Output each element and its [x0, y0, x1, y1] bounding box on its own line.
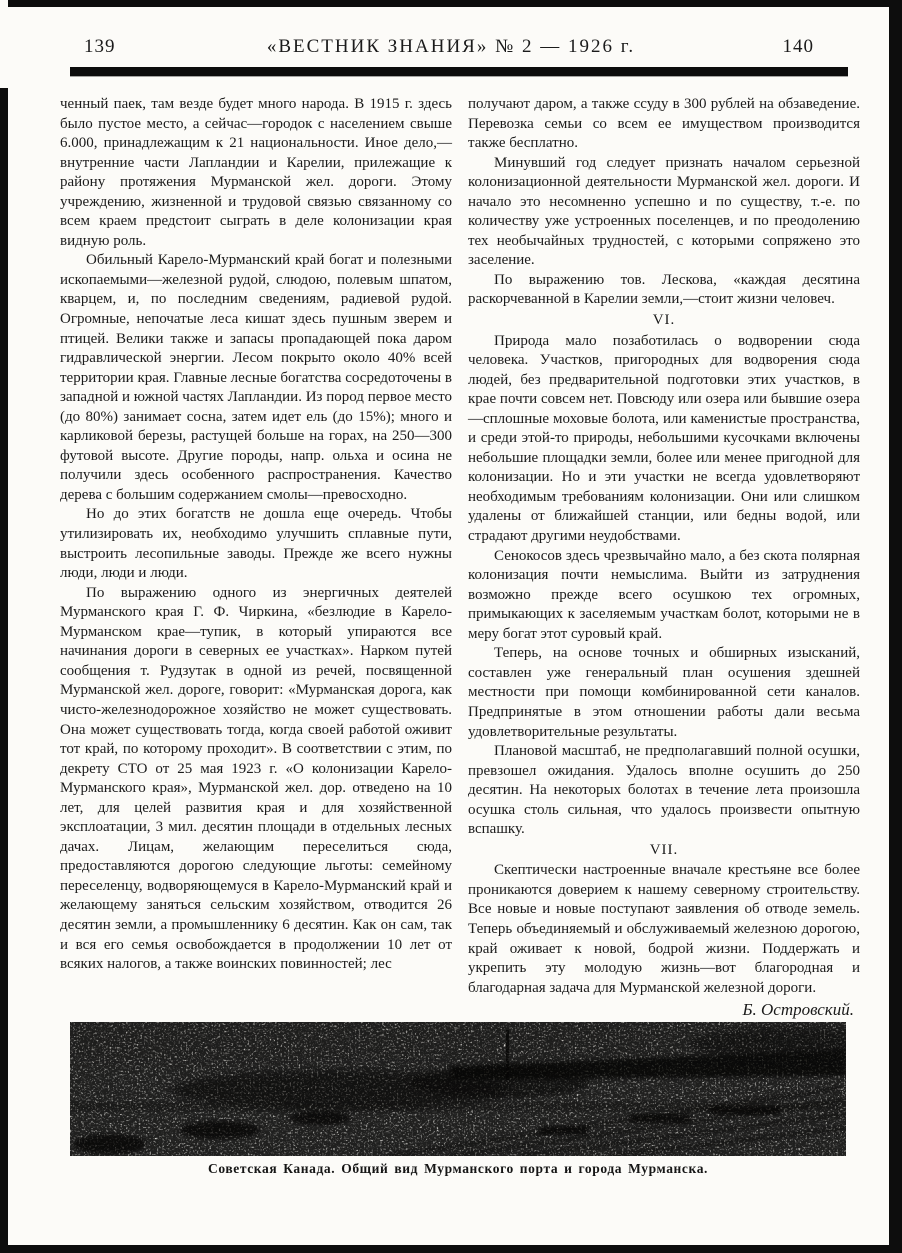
author-signature: Б. Островский.: [742, 1000, 854, 1020]
paragraph: Обильный Карело-Мурманский край богат и полезными ископаемыми—железной рудой, слюдою, полевым шпатом, кварцем, и, по последним сведениям, радиевой рудой. Огромные, непочатые леса кишат здесь пушным зверем и птицей. Велики также и запасы пропадающей пока даром гидравлической энергии. Лесом покрыто около 40% всей территории края. Главные лесные богатства сосредоточены в западной и южной частях Лапландии. Из пород первое место (до 80%) занимает сосна, затем идет ель (до 15%); много и карликовой березы, растущей больше на горах, на 250—300 футовой высоте. Другие породы, напр. ольха и осина не получили здесь особенного распространения. Качество дерева с большим содержанием смолы—превосходно.: [60, 252, 452, 503]
paragraph: По выражению одного из энергичных деятелей Мурманского края Г. Ф. Чиркина, «безлюдие в Карело-Мурманском крае—тупик, в который упираются все начинания дороги в северных ее участках». Нарком путей сообщения т. Рудзутак в одной из речей, посвященной Мурманской жел. дороге, говорит: «Мурманская дорога, как чисто-железнодорожное хозяйство не может существовать. Она может существовать тогда, когда своей работой оживит тот край, по которому проходит». В соответствии с этим, по декрету СТО от 25 мая 1923 г. «О колонизации Карело-Мурманского края», Мурманской жел. дор. отведено на 10 лет, для целей развития края и для хозяйственной эксплоатации, 3 мил. десятин площади в отдельных лесных дачах. Лицам, желающим переселиться сюда, предоставляются дорогою следующие льготы: семейному переселенцу, водворяющемуся в Карело-Мурманский край и желающему заняться сельским хозяйством, отводится 26 десятин земли, а промышленнику 6 десятин. Как он сам, так и вся его семья освобождается в продолжении 10 лет от всяких налогов, а также воинских повинностей; лес: [60, 584, 452, 973]
right-column: [468, 95, 860, 1020]
page-number-left: 139: [84, 36, 116, 57]
scan-edge-left: [0, 88, 8, 1253]
murmansk-panorama-photo: [70, 1022, 846, 1156]
header-rule: [70, 67, 848, 76]
running-head: [60, 36, 842, 62]
scan-edge-bottom: [0, 1245, 902, 1253]
paragraph: Минувший год следует признать началом серьезной колонизационной деятельности Мурманской жел. дороги. И начало это несомненно успешно и по существу, т.-е. по количеству уже устроенных поселенцев, и по преодолению тех необычайных трудностей, с которыми сопряжено это заселение.: [468, 154, 860, 269]
scan-edge-right: [889, 0, 902, 1253]
paragraph: Но до этих богатств не дошла еще очередь. Чтобы утилизировать их, необходимо улучшить сплавные пути, выстроить лесопильные заводы. Прежде же всего нужны люди, люди и люди.: [60, 506, 452, 582]
section-heading-vii: VII.: [649, 841, 679, 858]
photo-block: [70, 1022, 846, 1177]
paragraph: Плановой масштаб, не предполагавший полной осушки, превзошел ожидания. Удалось вполне осушить до 250 десятин. На некоторых болотах в течение лета произошла осушка столь сильная, что удалось произвести опытную вспашку.: [468, 743, 860, 838]
paragraph: По выражению тов. Лескова, «каждая десятина раскорчеванной в Карелии земли,—стоит жизни человеч.: [468, 271, 860, 308]
paragraph: получают даром, а также ссуду в 300 рублей на обзаведение. Перевозка семьи со всем ее имуществом производится также бесплатно.: [468, 96, 860, 152]
paragraph: Природа мало позаботилась о водворении сюда человека. Участков, пригородных для водворения сюда людей, без предварительной подготовки этих участков, в крае почти совсем нет. Повсюду или озера или бывшие озера—сплошные моховые болота, или каменистые пространства, и среди этой-то природы, небольшими кусочками включены небольшие площадки земли, более или менее пригодной для колонизации. Но и эти участки не всегда удовлетворяют необходимым требованиям колонизации. Они или слишком удалены от ближайшей станции, или бедны водой, или страдают другими неудобствами.: [468, 332, 860, 545]
scan-edge-top: [8, 0, 902, 7]
paragraph: Сенокосов здесь чрезвычайно мало, а без скота полярная колонизация почти немыслима. Выйти из затруднения возможно прежде всего осушкою тех огромных, примыкающих к заселяемым участкам болот, которыми не в меру богат этот суровый край.: [468, 547, 860, 642]
paragraph: ченный паек, там везде будет много народа. В 1915 г. здесь было пустое место, а сейчас—городок с населением свыше 6.000, принадлежащим к 21 национальности. Иное дело,—внутренние части Лапландии и Карелии, прилежащие к району протяжения Мурманской жел. дороги. Этому учреждению, жизненной и трудовой связью связанному со всем краем предстоит сыграть в деле колонизации края видную роль.: [60, 96, 452, 249]
section-heading-vi: VI.: [652, 312, 676, 329]
journal-title: «ВЕСТНИК ЗНАНИЯ» № 2 — 1926 г.: [266, 36, 636, 57]
paragraph: Теперь, на основе точных и обширных изысканий, составлен уже генеральный план осушения здешней местности при помощи комбинированной сети каналов. Предпринятые в этом отношении работы дали весьма удовлетворительные результаты.: [468, 645, 860, 740]
page-number-right: 140: [782, 36, 814, 57]
photo-caption: Советская Канада. Общий вид Мурманского порта и города Мурманска.: [207, 1161, 709, 1176]
paragraph: Скептически настроенные вначале крестьяне все более проникаются доверием к нашему северному строительству. Все новые и новые поступают заявления об отводе земель. Теперь объединяемый и обслуживаемый железною дорогою, край оживает к новой, бодрой жизни. Поддержать и укрепить эту молодую жизнь—вот благородная и благодарная задача для Мурманской железной дороги.: [468, 862, 860, 996]
left-column: [60, 95, 452, 1020]
article-body: [60, 95, 860, 1020]
